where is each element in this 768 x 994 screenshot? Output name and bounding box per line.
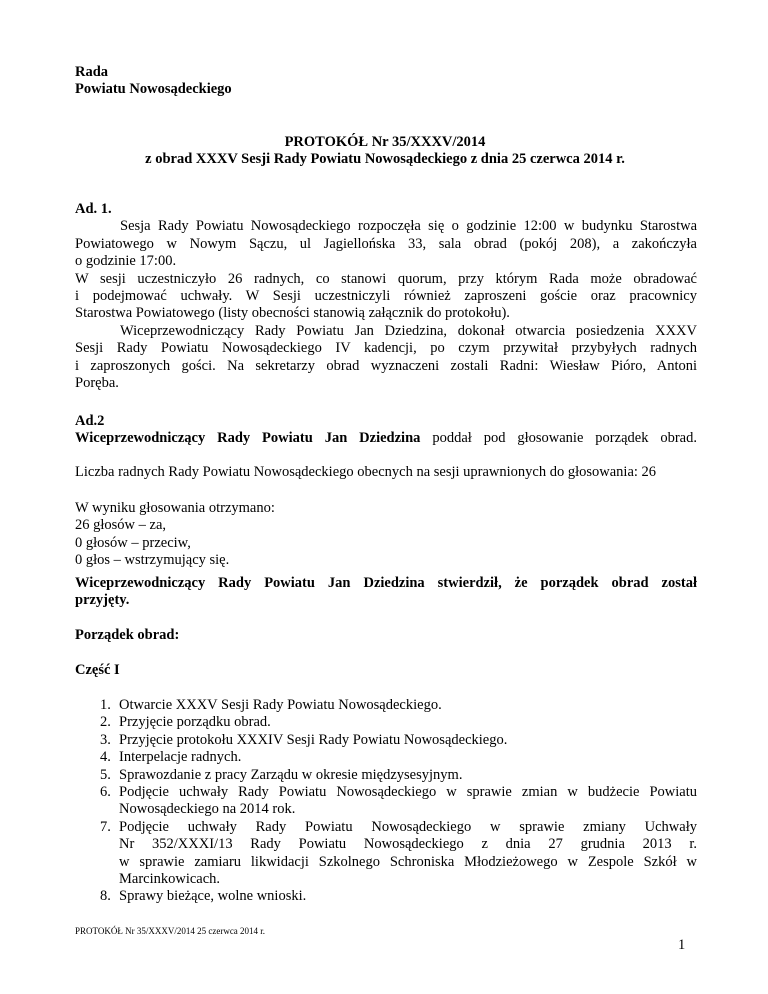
vote-for: 26 głosów – za, xyxy=(75,517,167,534)
ad2-intro xyxy=(75,430,697,447)
agenda-part: Część I xyxy=(75,662,120,678)
ad1-p2-l2: i podejmować uchwały. W Sesji uczestniczyli również zaproszeni goście oraz pracownicy xyxy=(75,288,697,305)
ad1-p1-l3: o godzinie 17:00. xyxy=(75,253,177,270)
agenda-item-number: 3. xyxy=(100,731,111,748)
agenda-list xyxy=(75,697,697,906)
agenda-item-number: 6. xyxy=(100,784,111,801)
title-line-1: PROTOKÓŁ Nr 35/XXXV/2014 xyxy=(284,134,486,150)
agenda-item-line: Interpelacje radnych. xyxy=(119,749,242,766)
agenda-item xyxy=(75,784,697,819)
agenda-item xyxy=(75,697,697,714)
ad1-p3-l4: Poręba. xyxy=(75,375,119,392)
council-header xyxy=(75,64,697,99)
ad2-intro-rest: poddał pod głosowanie porządek obrad. xyxy=(420,430,697,447)
agenda-item-number: 4. xyxy=(100,749,111,766)
agenda-item-line: w sprawie zamiaru likwidacji Szkolnego Schroniska Młodzieżowego w Zespole Szkół w xyxy=(119,853,697,870)
agenda-item-line: Nowosądeckiego na 2014 rok. xyxy=(119,801,296,818)
agenda-item-number: 2. xyxy=(100,714,111,731)
agenda-item xyxy=(75,819,697,889)
agenda-item-number: 8. xyxy=(100,888,111,905)
conclusion-l1: Wiceprzewodniczący Rady Powiatu Jan Dziedzina stwierdził, że porządek obrad został xyxy=(75,575,697,591)
agenda-item-line: Otwarcie XXXV Sesji Rady Powiatu Nowosądeckiego. xyxy=(119,697,442,713)
agenda-item-number: 5. xyxy=(100,766,111,783)
header-line-1: Rada xyxy=(75,64,109,80)
agenda-item xyxy=(75,749,697,766)
agenda-item-line: Sprawozdanie z pracy Zarządu w okresie międzysesyjnym. xyxy=(119,766,463,783)
agenda-item-line: Podjęcie uchwały Rady Powiatu Nowosądeckiego w sprawie zmian w budżecie Powiatu xyxy=(119,784,697,801)
ad2-count: Liczba radnych Rady Powiatu Nowosądeckiego obecnych na sesji uprawnionych do głosowania: 26 xyxy=(75,464,657,480)
agenda-item-number: 1. xyxy=(100,697,111,713)
vote-abstain: 0 głos – wstrzymujący się. xyxy=(75,552,230,569)
ad1-heading: Ad. 1. xyxy=(75,201,112,217)
title-line-2: z obrad XXXV Sesji Rady Powiatu Nowosądeckiego z dnia 25 czerwca 2014 r. xyxy=(145,151,625,168)
agenda-item-line: Podjęcie uchwały Rady Powiatu Nowosądeckiego w sprawie zmiany Uchwały xyxy=(119,818,697,835)
agenda-heading: Porządek obrad: xyxy=(75,627,180,643)
agenda-item xyxy=(75,888,697,905)
ad2-intro-bold: Wiceprzewodniczący Rady Powiatu Jan Dziedzina xyxy=(75,430,421,447)
agenda-item-line: Sprawy bieżące, wolne wnioski. xyxy=(119,888,307,905)
ad1-p1-l2: Powiatowego w Nowym Sączu, ul Jagiellońska 33, sala obrad (pokój 208), a zakończyła xyxy=(75,235,697,252)
agenda-item xyxy=(75,732,697,749)
section-ad1 xyxy=(75,201,697,392)
protocol-title xyxy=(60,134,710,169)
conclusion-l2: przyjęty. xyxy=(75,592,130,609)
ad1-p2-l1: W sesji uczestniczyło 26 radnych, co stanowi quorum, przy którym Rada może obradować xyxy=(75,270,697,287)
agenda-item-line: Marcinkowicach. xyxy=(119,871,221,888)
footer-text: PROTOKÓŁ Nr 35/XXXV/2014 25 czerwca 2014 r. xyxy=(75,926,266,936)
vote-against: 0 głosów – przeciw, xyxy=(75,534,191,551)
agenda-item xyxy=(75,767,697,784)
agenda-item-line: Przyjęcie porządku obrad. xyxy=(119,714,271,731)
ad2-heading: Ad.2 xyxy=(75,413,105,429)
vote-results xyxy=(75,500,697,570)
agenda-ordered-list xyxy=(75,697,697,906)
vote-heading: W wyniku głosowania otrzymano: xyxy=(75,500,275,516)
agenda-item-line: Nr 352/XXXI/13 Rady Powiatu Nowosądeckiego z dnia 27 grudnia 2013 r. xyxy=(119,836,697,853)
section-ad2 xyxy=(75,413,697,448)
ad1-p2-l3: Starostwa Powiatowego (listy obecności stanowią załącznik do protokołu). xyxy=(75,305,510,322)
ad1-p3-l1: Wiceprzewodniczący Rady Powiatu Jan Dziedzina, dokonał otwarcia posiedzenia XXXV xyxy=(120,322,697,339)
header-line-2: Powiatu Nowosądeckiego xyxy=(75,81,232,98)
ad2-conclusion xyxy=(75,575,697,610)
ad1-p3-l2: Sesji Rady Powiatu Nowosądeckiego IV kadencji, po czym przywitał przybyłych radnych xyxy=(75,340,697,357)
agenda-item-number: 7. xyxy=(100,818,111,835)
ad1-p3-l3: i zaproszonych gości. Na sekretarzy obrad wyznaczeni zostali Radni: Wiesław Pióro, Antoni xyxy=(75,357,697,374)
agenda-item xyxy=(75,714,697,731)
agenda-item-line: Przyjęcie protokołu XXXIV Sesji Rady Powiatu Nowosądeckiego. xyxy=(119,731,508,748)
page-number: 1 xyxy=(678,937,686,953)
ad1-p1-l1: Sesja Rady Powiatu Nowosądeckiego rozpoczęła się o godzinie 12:00 w budynku Starostwa xyxy=(120,218,697,235)
